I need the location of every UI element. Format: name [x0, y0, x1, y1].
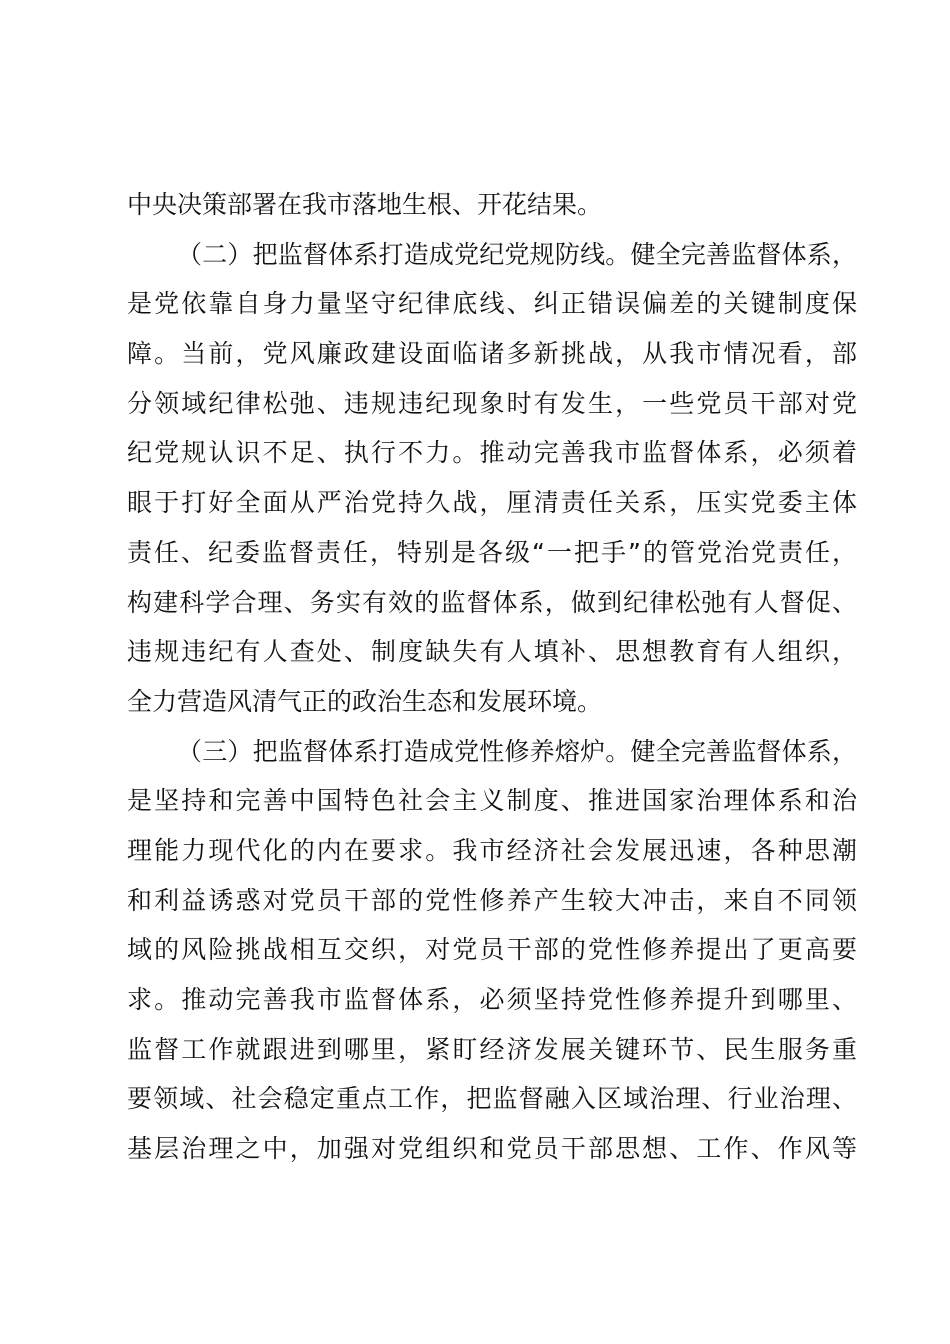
- text-line: 障。当前，党风廉政建设面临诸多新挑战，从我市情况看，部: [127, 339, 857, 369]
- text-line: 域的风险挑战相互交织，对党员干部的党性修养提出了更高要: [127, 935, 857, 965]
- text-line: 全力营造风清气正的政治生态和发展环境。: [127, 686, 603, 716]
- text-line: 眼于打好全面从严治党持久战，厘清责任关系，压实党委主体: [127, 488, 857, 518]
- text-line: 要领域、社会稳定重点工作，把监督融入区域治理、行业治理、: [127, 1084, 857, 1114]
- text-line: 是坚持和完善中国特色社会主义制度、推进国家治理体系和治: [127, 786, 857, 816]
- text-line: 基层治理之中，加强对党组织和党员干部思想、工作、作风等: [127, 1134, 857, 1164]
- text-line: 理能力现代化的内在要求。我市经济社会发展迅速，各种思潮: [127, 835, 857, 865]
- text-line: （三）把监督体系打造成党性修养熔炉。健全完善监督体系，: [177, 736, 857, 766]
- text-line: 求。推动完善我市监督体系，必须坚持党性修养提升到哪里、: [127, 985, 857, 1014]
- text-line: 构建科学合理、务实有效的监督体系，做到纪律松弛有人督促、: [127, 587, 857, 617]
- text-line: 纪党规认识不足、执行不力。推动完善我市监督体系，必须着: [127, 438, 857, 468]
- text-line: （二）把监督体系打造成党纪党规防线。健全完善监督体系，: [177, 239, 857, 269]
- text-line: 责任、纪委监督责任，特别是各级“一把手”的管党治党责任，: [127, 537, 857, 567]
- text-line: 监督工作就跟进到哪里，紧盯经济发展关键环节、民生服务重: [127, 1034, 857, 1064]
- text-line: 违规违纪有人查处、制度缺失有人填补、思想教育有人组织，: [127, 637, 857, 667]
- text-line: 分领域纪律松弛、违规违纪现象时有发生，一些党员干部对党: [127, 388, 857, 418]
- text-line: 是党依靠自身力量坚守纪律底线、纠正错误偏差的关键制度保: [127, 289, 857, 319]
- text-line: 中央决策部署在我市落地生根、开花结果。: [127, 190, 603, 219]
- body-text: [127, 180, 857, 1174]
- text-line: 和利益诱惑对党员干部的党性修养产生较大冲击，来自不同领: [127, 885, 857, 915]
